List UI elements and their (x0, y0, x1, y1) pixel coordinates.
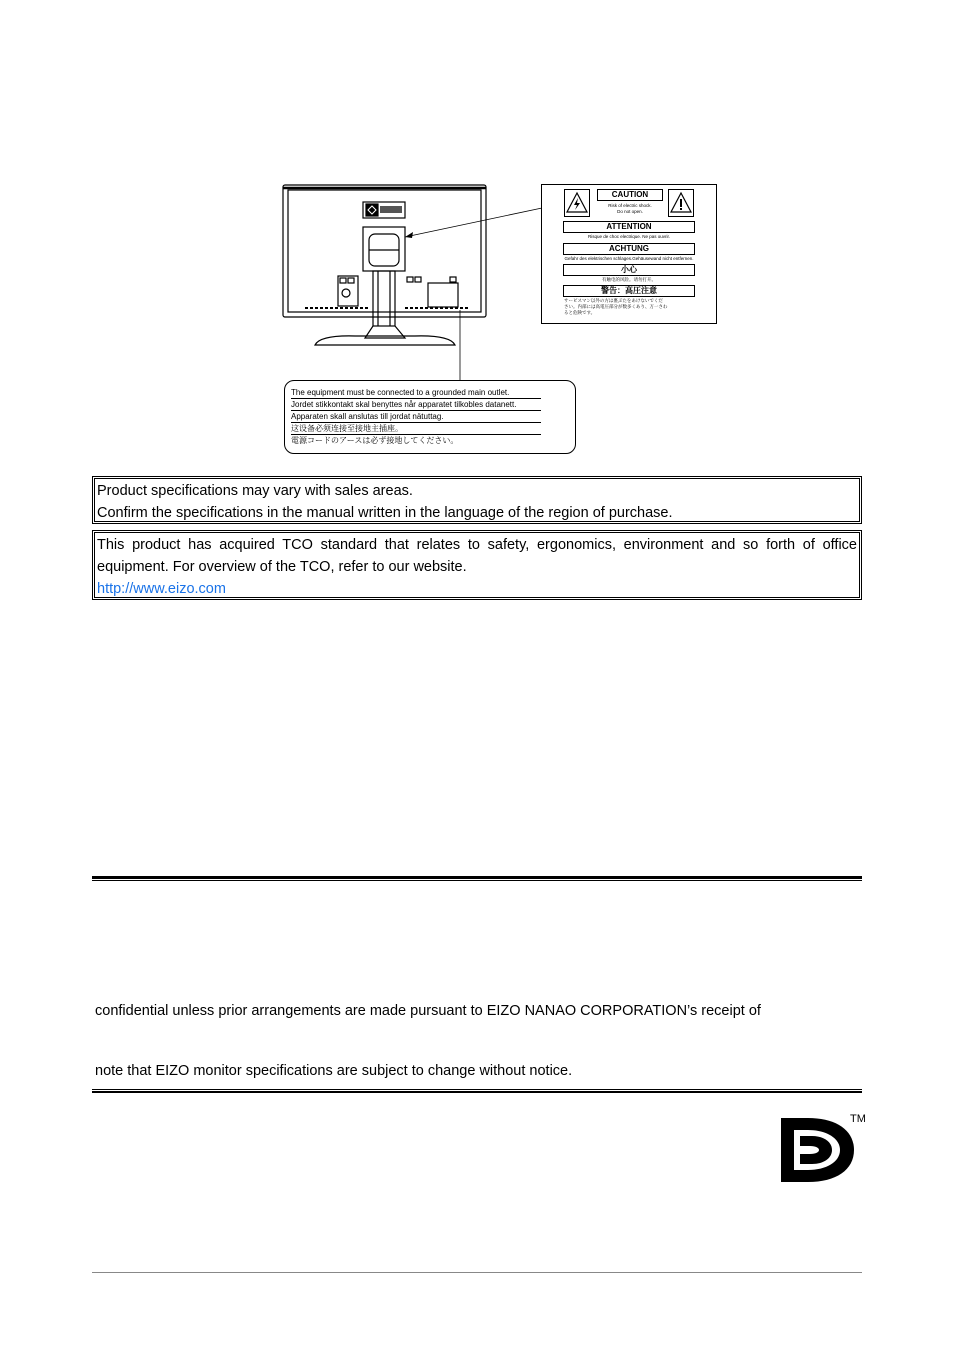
region-notice-box (92, 476, 862, 524)
caution-label (541, 184, 717, 324)
ground-line-sv: Apparaten skall anslutas till jordat nätuttag. (291, 411, 541, 423)
lightning-warning-icon (564, 189, 590, 217)
caution-sub-1: Risk of electric shock. (608, 203, 652, 208)
copyright-line-1: confidential unless prior arrangements are made pursuant to EIZO NANAO CORPORATION’s receipt of (95, 1003, 761, 1019)
keikoku-heading: 警告：高圧注意 (563, 285, 695, 297)
achtung-sub: Gefahr des elektrischen schlages.Gehäusewand nicht entfernen. (564, 256, 694, 261)
attention-sub: Risque de choc electrique. Ne pas ouvrir. (587, 234, 671, 239)
ground-line-no: Jordet stikkontakt skal benyttes når apparatet tilkobles datanett. (291, 399, 541, 411)
grounding-label (284, 380, 576, 454)
attention-heading: ATTENTION (563, 221, 695, 233)
section-divider-bottom (92, 1089, 862, 1093)
achtung-heading: ACHTUNG (563, 243, 695, 255)
tco-notice-box (92, 530, 862, 600)
region-notice-line-1: Product specifications may vary with sales areas. (97, 483, 413, 499)
ground-line-zh: 这设备必须连接至接地主插座。 (291, 423, 541, 435)
copyright-line-2: note that EIZO monitor specifications are subject to change without notice. (95, 1063, 573, 1079)
keikoku-sub-1: サービスマン以外の方は裏ぶたをあけないでくだ (564, 298, 663, 303)
tco-notice-text: This product has acquired TCO standard that relates to safety, ergonomics, environment and so forth of office equipment. For overview of the TCO, refer to our website. (97, 537, 857, 575)
exclamation-warning-icon (668, 189, 694, 217)
xiaoxin-sub: 有触电的风险。请勿打开。 (602, 277, 656, 282)
caution-heading: CAUTION (597, 189, 663, 201)
ground-line-en: The equipment must be connected to a grounded main outlet. (291, 387, 541, 399)
keikoku-sub-2: さい。内部には高電圧部分が数多くあり、万一さわ (564, 304, 668, 309)
ground-line-ja: 電源コードのアースは必ず接地してください。 (291, 436, 459, 445)
trademark-symbol: TM (850, 1113, 866, 1125)
eizo-website-link[interactable]: http://www.eizo.com (97, 581, 226, 597)
displayport-logo-icon (778, 1114, 868, 1191)
keikoku-sub-3: ると危険です。 (564, 310, 596, 315)
caution-sub-2: Do not open. (617, 209, 643, 214)
footer-rule (92, 1272, 862, 1273)
region-notice-line-2: Confirm the specifications in the manual written in the language of the region of purchase. (97, 505, 673, 521)
xiaoxin-heading: 小心 (563, 264, 695, 276)
section-divider-top (92, 876, 862, 881)
